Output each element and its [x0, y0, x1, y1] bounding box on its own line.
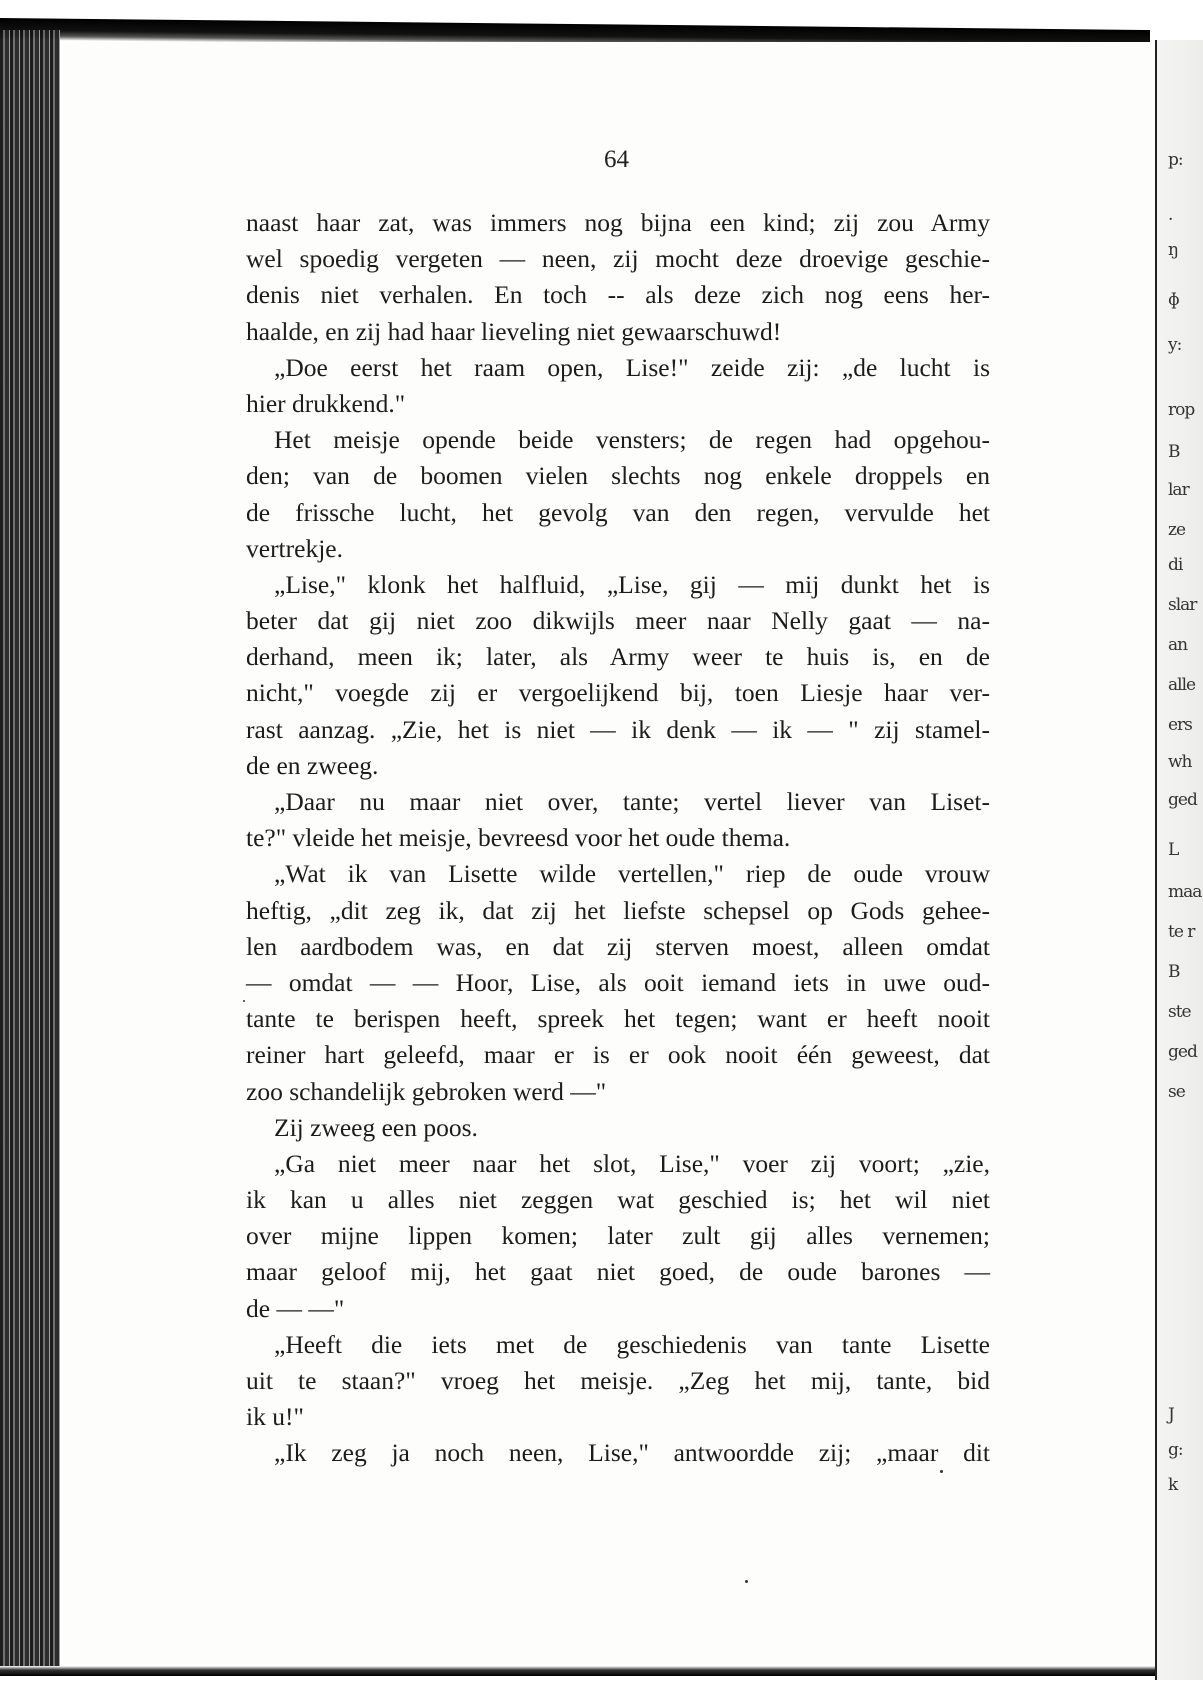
facing-page-fragment: ste — [1168, 1002, 1191, 1022]
text-line: haalde, en zij had haar lieveling niet gewaarschuwd! — [246, 316, 782, 346]
text-line: len aardbodem was, en dat zij sterven moest, alleen omdat — [246, 931, 990, 961]
facing-page-fragment: lar — [1168, 480, 1189, 500]
print-speck — [940, 1470, 943, 1473]
text-line: uit te staan?" vroeg het meisje. „Zeg het mij, tante, bid — [246, 1366, 990, 1395]
text-line: „Wat ik van Lisette wilde vertellen," riep de oude vrouw — [274, 859, 990, 889]
facing-page-fragment: p: — [1168, 150, 1183, 170]
facing-page-fragment: . — [1168, 205, 1173, 225]
text-line: — omdat — — Hoor, Lise, als ooit iemand iets in uwe oud- — [246, 967, 990, 997]
text-line: over mijne lippen komen; later zult gij alles vernemen; — [246, 1221, 990, 1251]
facing-page-fragment: J — [1168, 1405, 1174, 1425]
text-line: zoo schandelijk gebroken werd —" — [246, 1076, 607, 1106]
text-line: „Ik zeg ja noch neen, Lise," antwoordde zij; „maar dit — [274, 1438, 990, 1468]
text-line: de — —" — [246, 1293, 345, 1323]
facing-page-fragment: ged — [1168, 1042, 1197, 1062]
facing-page-fragment: ŋ — [1168, 240, 1178, 260]
facing-page-fragment: maa — [1168, 882, 1202, 902]
text-line: „Daar nu maar niet over, tante; vertel liever van Liset- — [274, 787, 990, 816]
facing-page-fragment: ged — [1168, 790, 1197, 810]
text-line: „Ga niet meer naar het slot, Lise," voer zij voort; „zie, — [274, 1148, 990, 1178]
book-binding-bottom-edge — [0, 1666, 1203, 1676]
facing-page-fragment: se — [1168, 1082, 1185, 1102]
facing-page-fragment: L — [1168, 840, 1179, 860]
facing-page-fragment: g: — [1168, 1440, 1183, 1460]
text-line: Zij zweeg een poos. — [274, 1112, 478, 1142]
page-number: 64 — [604, 146, 629, 173]
text-line: tante te berispen heeft, spreek het tegen; want er heeft nooit — [246, 1004, 990, 1034]
text-line: derhand, meen ik; later, als Army weer te huis is, en de — [246, 642, 990, 672]
text-line: den; van de boomen vielen slechts nog enkele droppels en — [246, 461, 990, 491]
page-body-text — [246, 205, 990, 1472]
facing-page-fragment: rop — [1168, 400, 1195, 420]
facing-page-fragment: alle — [1168, 675, 1196, 695]
facing-page-fragment: wh — [1168, 752, 1192, 772]
text-line: te?" vleide het meisje, bevreesd voor het oude thema. — [246, 823, 791, 853]
facing-page-fragment: ers — [1168, 715, 1192, 735]
text-line: nicht," voegde zij er vergoelijkend bij, toen Liesje haar ver- — [246, 678, 990, 708]
text-line: wel spoedig vergeten — neen, zij mocht deze droevige geschie- — [246, 244, 990, 274]
print-speck — [243, 1000, 245, 1002]
text-line: denis niet verhalen. En toch -- als deze zich nog eens her- — [246, 280, 990, 310]
facing-page-fragment: B — [1168, 962, 1180, 982]
text-line: reiner hart geleefd, maar er is er ook nooit één geweest, dat — [246, 1040, 990, 1070]
facing-page-fragment: te r — [1168, 922, 1195, 942]
text-line: hier drukkend." — [246, 388, 406, 418]
text-line: „Heeft die iets met de geschiedenis van tante Lisette — [274, 1329, 990, 1359]
facing-page-fragment: ze — [1168, 520, 1186, 540]
facing-page-fragment: slar — [1168, 595, 1197, 615]
facing-page-fragment: k — [1168, 1475, 1178, 1495]
text-line: naast haar zat, was immers nog bijna een kind; zij zou Army — [246, 208, 990, 237]
text-line: de en zweeg. — [246, 750, 379, 780]
facing-page-fragment: di — [1168, 555, 1183, 575]
print-speck — [745, 1580, 748, 1583]
book-binding-gutter — [0, 30, 60, 1670]
text-line: „Doe eerst het raam open, Lise!" zeide zij: „de lucht is — [274, 352, 990, 382]
text-line: „Lise," klonk het halfluid, „Lise, gij — mij dunkt het is — [274, 569, 990, 599]
text-line: ik kan u alles niet zeggen wat geschied is; het wil niet — [246, 1185, 990, 1215]
facing-page-edge — [1155, 40, 1203, 1680]
text-line: heftig, „dit zeg ik, dat zij het liefste schepsel op Gods gehee- — [246, 895, 990, 925]
facing-page-fragment: ɸ — [1168, 290, 1179, 310]
facing-page-fragment: y: — [1168, 335, 1182, 355]
text-line: rast aanzag. „Zie, het is niet — ik denk — ik — " zij stamel- — [246, 714, 990, 744]
text-line: de frissche lucht, het gevolg van den regen, vervulde het — [246, 497, 990, 527]
text-line: beter dat gij niet zoo dikwijls meer naar Nelly gaat — na- — [246, 606, 990, 636]
facing-page-fragment: B — [1168, 442, 1180, 462]
facing-page-fragment: an — [1168, 635, 1188, 655]
text-line: ik u!" — [246, 1402, 304, 1432]
text-line: maar geloof mij, het gaat niet goed, de oude barones — — [246, 1257, 990, 1287]
text-line: vertrekje. — [246, 533, 343, 563]
text-line: Het meisje opende beide vensters; de regen had opgehou- — [274, 425, 990, 455]
